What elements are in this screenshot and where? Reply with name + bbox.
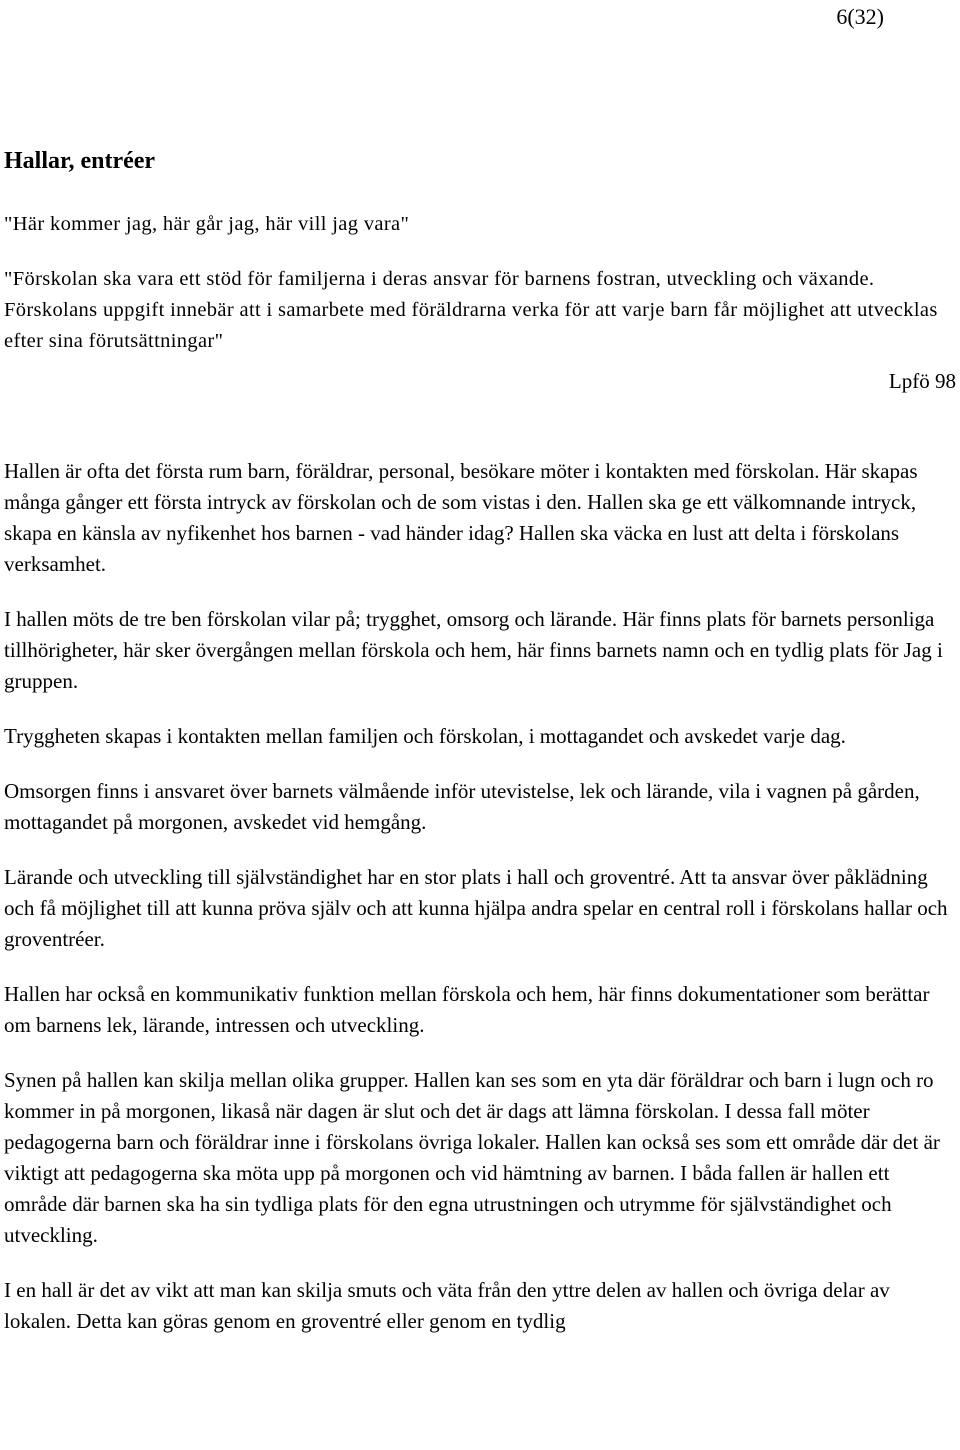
paragraph: I hallen möts de tre ben förskolan vilar på; trygghet, omsorg och lärande. Här finns plats för barnets personliga tillhörigheter, här sker övergången mellan förskola och hem, här finns barnets namn och en tydlig plats för Jag i gruppen. <box>4 607 943 693</box>
section-heading: Hallar, entréer <box>4 148 156 174</box>
paragraph: Hallen har också en kommunikativ funktion mellan förskola och hem, här finns dokumentationer som berättar om barnens lek, lärande, intressen och utveckling. <box>4 982 930 1037</box>
body-text <box>4 456 954 1361</box>
quote-block <box>4 209 954 357</box>
motto-quote: "Här kommer jag, här går jag, här vill jag vara" <box>4 213 410 235</box>
paragraph: Synen på hallen kan skilja mellan olika grupper. Hallen kan ses som en yta där föräldrar och barn i lugn och ro kommer in på morgonen, likaså när dagen är slut och det är dags att lämna förskolan. I dessa fall möter pedagogerna barn och föräldrar inne i förskolans övriga lokaler. Hallen kan också ses som ett område där det är viktigt att pedagogerna ska möta upp på morgonen och vid hämtning av barnen. I båda fallen är hallen ett område där barnen ska ha sin tydliga plats för den egna utrustningen och utrymme för självständighet och utveckling. <box>4 1068 940 1247</box>
paragraph: Tryggheten skapas i kontakten mellan familjen och förskolan, i mottagandet och avskedet varje dag. <box>4 724 846 748</box>
paragraph: Hallen är ofta det första rum barn, föräldrar, personal, besökare möter i kontakten med förskolan. Här skapas många gånger ett första intryck av förskolan och de som vistas i den. Hallen ska ge ett välkomnande intryck, skapa en känsla av nyfikenhet hos barnen - vad händer idag? Hallen ska väcka en lust att delta i förskolans verksamhet. <box>4 459 918 576</box>
curriculum-quote: "Förskolan ska vara ett stöd för familjerna i deras ansvar för barnens fostran, utveckling och växande. Förskolans uppgift innebär att i samarbete med föräldrarna verka för att varje barn får möjlighet att utvecklas efter sina förutsättningar" <box>4 268 938 352</box>
paragraph: Omsorgen finns i ansvaret över barnets välmående inför utevistelse, lek och lärande, vila i vagnen på gården, mottagandet på morgonen, avskedet vid hemgång. <box>4 779 920 834</box>
quote-citation: Lpfö 98 <box>888 369 956 393</box>
paragraph: I en hall är det av vikt att man kan skilja smuts och väta från den yttre delen av hallen och övriga delar av lokalen. Detta kan göras genom en groventré eller genom en tydlig <box>4 1278 890 1333</box>
paragraph: Lärande och utveckling till självständighet har en stor plats i hall och groventré. Att ta ansvar över påklädning och få möjlighet till att kunna pröva själv och att kunna hjälpa andra spelar en central roll i förskolans hallar och groventréer. <box>4 865 948 951</box>
page-number: 6(32) <box>836 4 884 29</box>
